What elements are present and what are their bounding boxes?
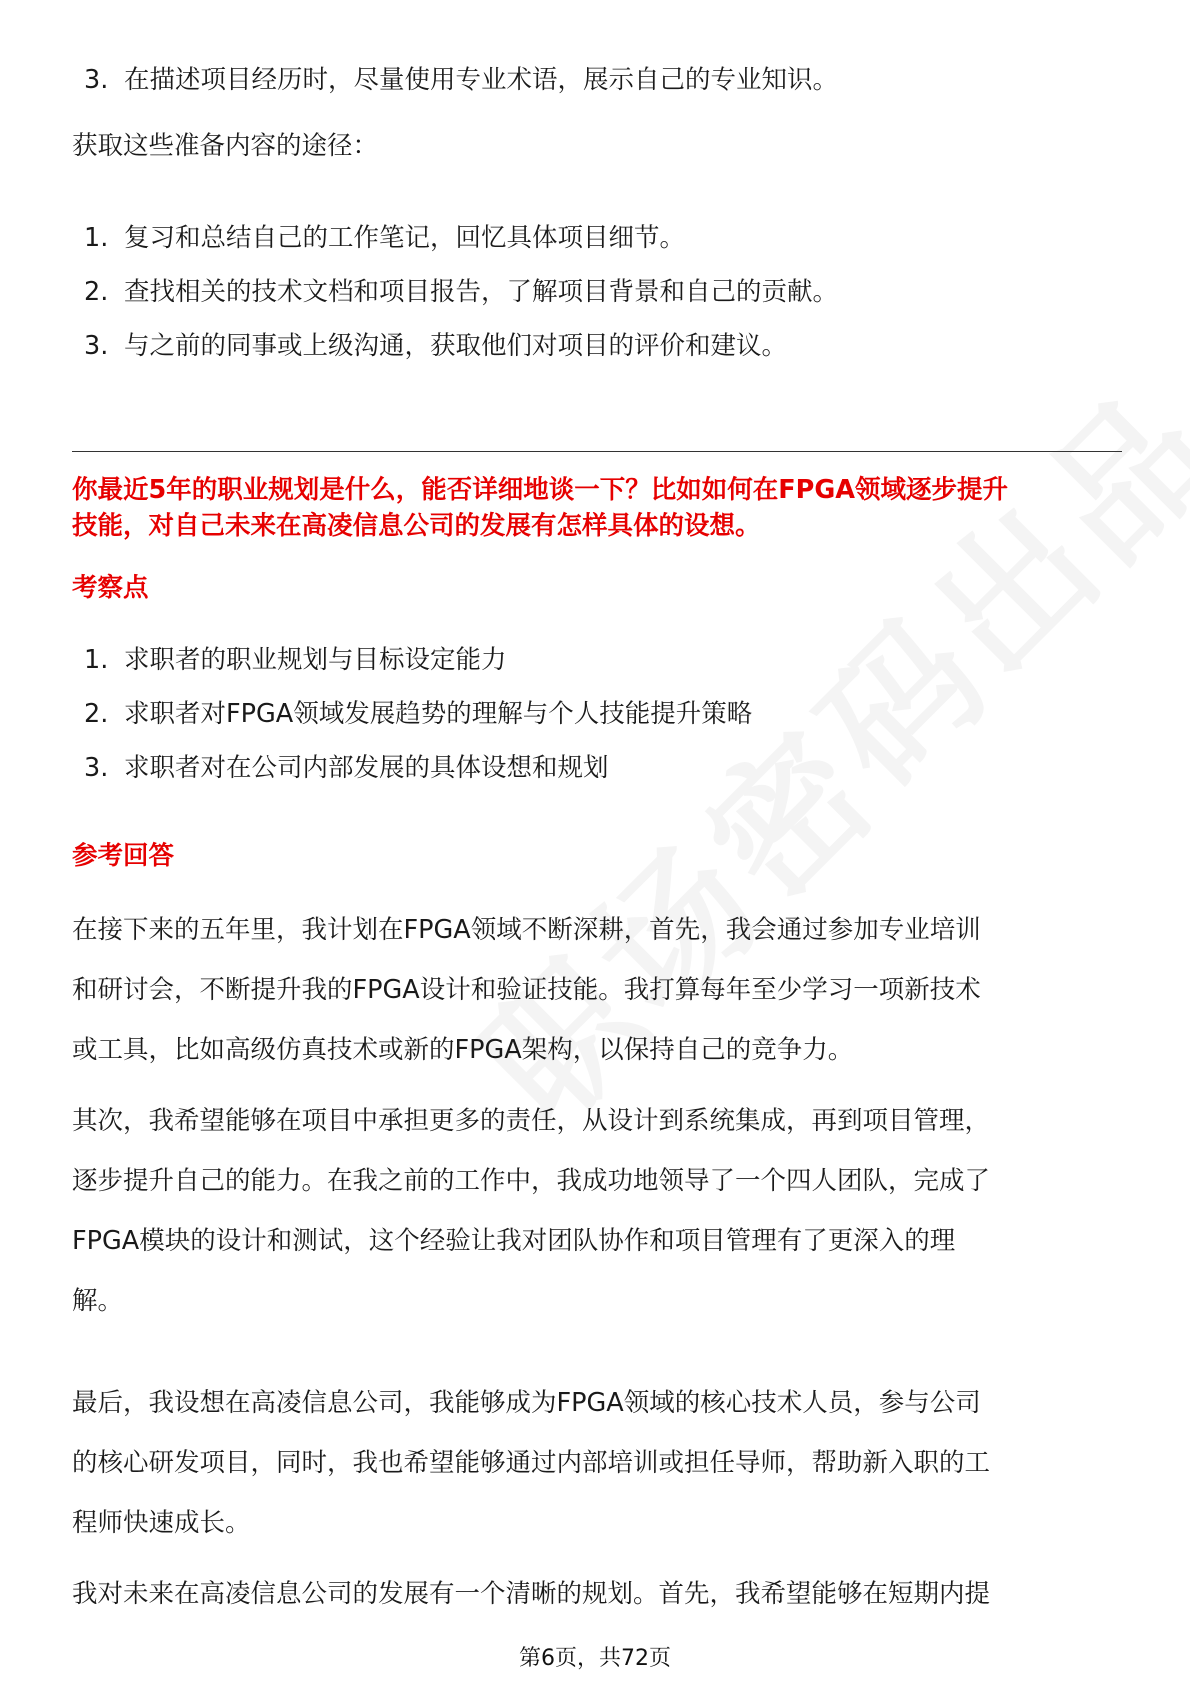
text-line: 或工具，比如高级仿真技术或新的FPGA架构，以保持自己的竞争力。: [72, 1035, 854, 1065]
text-line: 最后，我设想在高凌信息公司，我能够成为FPGA领域的核心技术人员，参与公司: [72, 1388, 981, 1418]
list-number: 3.: [84, 65, 109, 95]
question-line: 你最近5年的职业规划是什么，能否详细地谈一下？比如如何在FPGA领域逐步提升: [72, 475, 1009, 505]
points-heading: 考察点: [72, 573, 149, 603]
list-number: 1.: [84, 645, 109, 675]
section-divider: [72, 451, 1122, 452]
page-number: 第6页，共72页: [519, 1646, 671, 1671]
list-item: [84, 274, 838, 310]
document-page: 3. 在描述项目经历时，尽量使用专业术语，展示自己的专业知识。 获取这些准备内容的途径： 1. 复习和总结自己的工作笔记，回忆具体项目细节。 2. 查找相关的技术文档和项目报告，了解项目背景和自己的贡献。 3. 与之前的同事或上级沟通，获取他们对项目的评价和建议。 你最近5年的职业规划是什么，能否详细地谈一下？比如如何在FPGA领域逐步提升 技能，对自己未来在高凌信息公司的发展有怎样具体的设想。 考察点 1. 求职者的职业规划与目标设定能力 2. 求职者对FPGA领域发展趋势的理解与个人技能提升策略 3. 求职者对在公司内部发展的具体设想和规划 参考回答 在接下来的五年里，我计划在FPGA领域不断深耕，首先，我会通过参加专业培训 和研讨会，不断提升我的FPGA设计和验证技能。我打算每年至少学习一项新技术 或工具，比如高级仿真技术或新的FPGA架构，以保持自己的竞争力。 其次，我希望能够在项目中承担更多的责任，从设计到系统集成，再到项目管理， 逐步提升自己的能力。在我之前的工作中，我成功地领导了一个四人团队，完成了 FPGA模块的设计和测试，这个经验让我对团队协作和项目管理有了更深入的理 解。 最后，我设想在高凌信息公司，我能够成为FPGA领域的核心技术人员，参与公司 的核心研发项目，同时，我也希望能够通过内部培训或担任导师，帮助新入职的工 程师快速成长。 我对未来在高凌信息公司的发展有一个清晰的规划。首先，我希望能够在短期内提 第6页，共72页: [0, 0, 1190, 1684]
list-item: [84, 220, 685, 256]
list-item: [84, 328, 787, 364]
interview-question: [72, 472, 1132, 544]
text-line: 我对未来在高凌信息公司的发展有一个清晰的规划。首先，我希望能够在短期内提: [72, 1579, 991, 1609]
list-number: 3.: [84, 753, 109, 783]
list-number: 2.: [84, 277, 109, 307]
text-line: 在接下来的五年里，我计划在FPGA领域不断深耕，首先，我会通过参加专业培训: [72, 915, 981, 945]
list-text: 求职者对在公司内部发展的具体设想和规划: [124, 753, 609, 783]
question-line: 技能，对自己未来在高凌信息公司的发展有怎样具体的设想。: [72, 511, 761, 541]
list-item: [84, 642, 507, 678]
list-item: [84, 62, 838, 98]
text-line: 逐步提升自己的能力。在我之前的工作中，我成功地领导了一个四人团队，完成了: [72, 1166, 991, 1196]
text-line: 的核心研发项目，同时，我也希望能够通过内部培训或担任导师，帮助新入职的工: [72, 1448, 991, 1478]
list-number: 3.: [84, 331, 109, 361]
text-line: FPGA模块的设计和测试，这个经验让我对团队协作和项目管理有了更深入的理: [72, 1226, 956, 1256]
list-text: 与之前的同事或上级沟通，获取他们对项目的评价和建议。: [124, 331, 788, 361]
list-text: 查找相关的技术文档和项目报告，了解项目背景和自己的贡献。: [124, 277, 839, 307]
text-line: 和研讨会，不断提升我的FPGA设计和验证技能。我打算每年至少学习一项新技术: [72, 975, 981, 1005]
list-item: [84, 696, 752, 732]
text-line: 程师快速成长。: [72, 1508, 251, 1538]
list-item: [84, 750, 609, 786]
list-number: 2.: [84, 699, 109, 729]
text-line: 其次，我希望能够在项目中承担更多的责任，从设计到系统集成，再到项目管理，: [72, 1106, 991, 1136]
list-text: 在描述项目经历时，尽量使用专业术语，展示自己的专业知识。: [124, 65, 839, 95]
list-text: 复习和总结自己的工作笔记，回忆具体项目细节。: [124, 223, 686, 253]
text-line: 解。: [72, 1286, 124, 1316]
list-text: 求职者的职业规划与目标设定能力: [124, 645, 507, 675]
answer-heading: 参考回答: [72, 841, 175, 871]
list-number: 1.: [84, 223, 109, 253]
list-text: 求职者对FPGA领域发展趋势的理解与个人技能提升策略: [124, 699, 753, 729]
